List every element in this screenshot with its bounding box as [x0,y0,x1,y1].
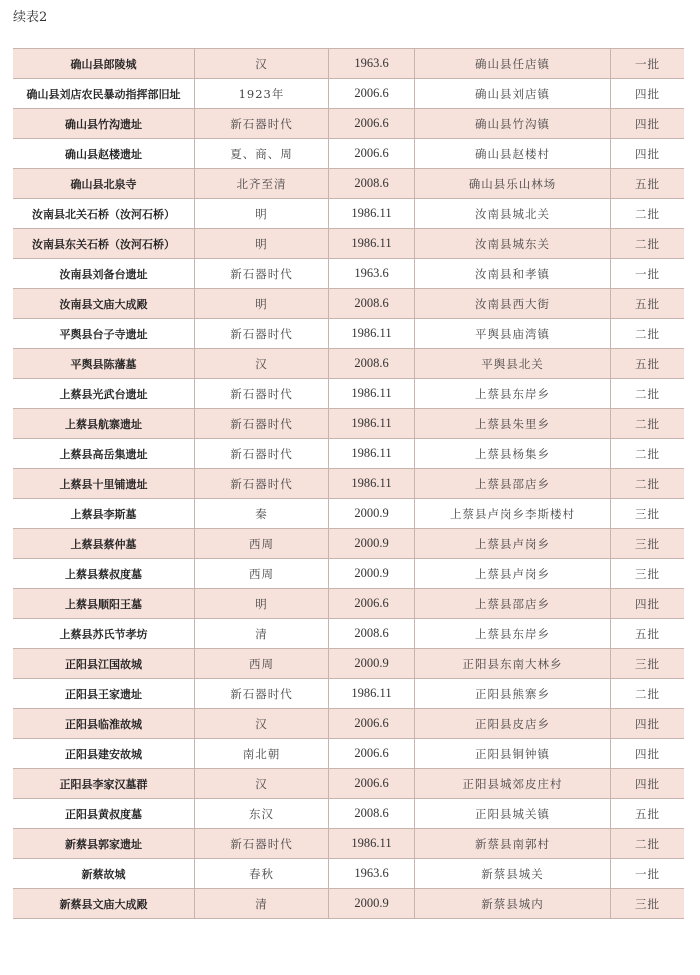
batch-cell: 二批 [635,416,660,431]
location-cell: 正阳县皮店乡 [415,709,611,738]
table-row [13,799,684,829]
table-row [13,259,684,289]
batch-cell: 四批 [635,746,660,761]
location-cell: 汝南县城北关 [415,199,611,228]
listing-date-cell: 2006.6 [329,769,415,798]
era-cell: 夏、商、周 [195,139,329,168]
era-cell: 新石器时代 [195,439,329,468]
listing-date-cell: 2008.6 [329,289,415,318]
location-cell: 确山县赵楼村 [415,139,611,168]
batch-cell: 二批 [635,326,660,341]
era-cell: 明 [195,229,329,258]
era-cell: 汉 [195,349,329,378]
era-cell: 明 [195,199,329,228]
site-name-cell: 确山县郎陵城 [13,49,195,78]
table-row [13,889,684,919]
table-row [13,169,684,199]
site-name-cell: 新蔡故城 [13,859,195,888]
location-cell: 上蔡县杨集乡 [415,439,611,468]
era-cell: 新石器时代 [195,319,329,348]
era-cell: 新石器时代 [195,829,329,858]
site-name-cell: 平舆县陈藩墓 [13,349,195,378]
batch-cell: 四批 [635,776,660,791]
location-cell: 上蔡县东岸乡 [415,379,611,408]
listing-date-cell: 2006.6 [329,589,415,618]
location-cell: 上蔡县东岸乡 [415,619,611,648]
listing-date-cell: 2006.6 [329,139,415,168]
listing-date-cell: 2000.9 [329,649,415,678]
heritage-sites-table [13,48,684,919]
location-cell: 平舆县庙湾镇 [415,319,611,348]
site-name-cell: 上蔡县李斯墓 [13,499,195,528]
listing-date-cell: 2008.6 [329,619,415,648]
listing-date-cell: 2000.9 [329,559,415,588]
era-cell: 西周 [195,559,329,588]
batch-cell: 一批 [635,266,660,281]
site-name-cell: 汝南县文庙大成殿 [13,289,195,318]
location-cell: 正阳县铜钟镇 [415,739,611,768]
location-cell: 正阳县东南大林乡 [415,649,611,678]
site-name-cell: 上蔡县高岳集遗址 [13,439,195,468]
site-name-cell: 确山县赵楼遗址 [13,139,195,168]
batch-cell: 三批 [635,896,660,911]
table-row [13,289,684,319]
era-cell: 新石器时代 [195,679,329,708]
listing-date-cell: 2000.9 [329,529,415,558]
batch-cell: 二批 [635,686,660,701]
listing-date-cell: 2006.6 [329,739,415,768]
site-name-cell: 正阳县江国故城 [13,649,195,678]
location-cell: 上蔡县卢岗乡李斯楼村 [415,499,611,528]
table-row [13,619,684,649]
batch-cell: 三批 [635,536,660,551]
batch-cell: 三批 [635,656,660,671]
site-name-cell: 上蔡县顺阳王墓 [13,589,195,618]
table-row [13,469,684,499]
table-row [13,739,684,769]
batch-cell: 四批 [635,716,660,731]
location-cell: 新蔡县南郭村 [415,829,611,858]
location-cell: 新蔡县城关 [415,859,611,888]
listing-date-cell: 1986.11 [329,199,415,228]
table-row [13,709,684,739]
era-cell: 明 [195,289,329,318]
era-cell: 南北朝 [195,739,329,768]
table-caption: 续表2 [13,10,48,25]
location-cell: 上蔡县卢岗乡 [415,529,611,558]
location-cell: 确山县竹沟镇 [415,109,611,138]
batch-cell: 三批 [635,506,660,521]
listing-date-cell: 2000.9 [329,499,415,528]
table-row [13,229,684,259]
batch-cell: 五批 [635,296,660,311]
site-name-cell: 确山县北泉寺 [13,169,195,198]
batch-cell: 五批 [635,806,660,821]
site-name-cell: 上蔡县蔡仲墓 [13,529,195,558]
site-name-cell: 汝南县刘备台遗址 [13,259,195,288]
listing-date-cell: 1986.11 [329,439,415,468]
era-cell: 新石器时代 [195,379,329,408]
location-cell: 确山县刘店镇 [415,79,611,108]
site-name-cell: 汝南县东关石桥（汝河石桥） [13,229,195,258]
table-row [13,769,684,799]
era-cell: 西周 [195,649,329,678]
listing-date-cell: 1986.11 [329,319,415,348]
era-cell: 春秋 [195,859,329,888]
listing-date-cell: 1963.6 [329,859,415,888]
era-cell: 新石器时代 [195,109,329,138]
era-cell: 新石器时代 [195,409,329,438]
site-name-cell: 确山县刘店农民暴动指挥部旧址 [13,79,195,108]
location-cell: 正阳县城郊皮庄村 [415,769,611,798]
table-row [13,49,684,79]
batch-cell: 五批 [635,626,660,641]
listing-date-cell: 1986.11 [329,229,415,258]
batch-cell: 五批 [635,176,660,191]
listing-date-cell: 2000.9 [329,889,415,918]
batch-cell: 二批 [635,446,660,461]
table-row [13,109,684,139]
batch-cell: 一批 [635,866,660,881]
era-cell: 东汉 [195,799,329,828]
table-row [13,79,684,109]
table-row [13,199,684,229]
site-name-cell: 上蔡县苏氏节孝坊 [13,619,195,648]
site-name-cell: 上蔡县十里铺遗址 [13,469,195,498]
era-cell: 秦 [195,499,329,528]
site-name-cell: 上蔡县航寨遗址 [13,409,195,438]
site-name-cell: 正阳县建安故城 [13,739,195,768]
listing-date-cell: 1963.6 [329,49,415,78]
listing-date-cell: 2006.6 [329,709,415,738]
location-cell: 确山县任店镇 [415,49,611,78]
era-cell: 清 [195,889,329,918]
listing-date-cell: 2008.6 [329,169,415,198]
table-row [13,529,684,559]
site-name-cell: 正阳县黄叔度墓 [13,799,195,828]
location-cell: 上蔡县邵店乡 [415,589,611,618]
table-row [13,139,684,169]
listing-date-cell: 1986.11 [329,469,415,498]
site-name-cell: 确山县竹沟遗址 [13,109,195,138]
table-row [13,679,684,709]
location-cell: 汝南县和孝镇 [415,259,611,288]
listing-date-cell: 2008.6 [329,799,415,828]
site-name-cell: 新蔡县文庙大成殿 [13,889,195,918]
batch-cell: 五批 [635,356,660,371]
listing-date-cell: 2006.6 [329,79,415,108]
listing-date-cell: 1963.6 [329,259,415,288]
location-cell: 汝南县城东关 [415,229,611,258]
batch-cell: 四批 [635,146,660,161]
site-name-cell: 上蔡县蔡叔度墓 [13,559,195,588]
table-row [13,829,684,859]
table-row [13,859,684,889]
batch-cell: 二批 [635,236,660,251]
listing-date-cell: 1986.11 [329,679,415,708]
table-row [13,349,684,379]
batch-cell: 三批 [635,566,660,581]
location-cell: 上蔡县朱里乡 [415,409,611,438]
site-name-cell: 正阳县临淮故城 [13,709,195,738]
location-cell: 汝南县西大街 [415,289,611,318]
table-row [13,589,684,619]
location-cell: 新蔡县城内 [415,889,611,918]
era-cell: 新石器时代 [195,469,329,498]
table-row [13,649,684,679]
location-cell: 正阳县城关镇 [415,799,611,828]
batch-cell: 一批 [635,56,660,71]
era-cell: 汉 [195,49,329,78]
batch-cell: 二批 [635,836,660,851]
batch-cell: 二批 [635,476,660,491]
batch-cell: 四批 [635,86,660,101]
location-cell: 平舆县北关 [415,349,611,378]
location-cell: 正阳县熊寨乡 [415,679,611,708]
location-cell: 上蔡县卢岗乡 [415,559,611,588]
batch-cell: 四批 [635,116,660,131]
batch-cell: 二批 [635,206,660,221]
table-row [13,319,684,349]
listing-date-cell: 2006.6 [329,109,415,138]
site-name-cell: 正阳县王家遗址 [13,679,195,708]
table-row [13,439,684,469]
listing-date-cell: 1986.11 [329,409,415,438]
batch-cell: 四批 [635,596,660,611]
table-row [13,379,684,409]
table-row [13,559,684,589]
location-cell: 上蔡县邵店乡 [415,469,611,498]
site-name-cell: 正阳县李家汉墓群 [13,769,195,798]
site-name-cell: 上蔡县光武台遗址 [13,379,195,408]
site-name-cell: 新蔡县郭家遗址 [13,829,195,858]
era-cell: 清 [195,619,329,648]
era-cell: 西周 [195,529,329,558]
era-cell: 汉 [195,709,329,738]
site-name-cell: 平舆县台子寺遗址 [13,319,195,348]
era-cell: 1923年 [195,79,329,108]
era-cell: 新石器时代 [195,259,329,288]
table-row [13,409,684,439]
era-cell: 北齐至清 [195,169,329,198]
table-row [13,499,684,529]
site-name-cell: 汝南县北关石桥（汝河石桥） [13,199,195,228]
listing-date-cell: 2008.6 [329,349,415,378]
listing-date-cell: 1986.11 [329,379,415,408]
era-cell: 汉 [195,769,329,798]
era-cell: 明 [195,589,329,618]
batch-cell: 二批 [635,386,660,401]
listing-date-cell: 1986.11 [329,829,415,858]
location-cell: 确山县乐山林场 [415,169,611,198]
